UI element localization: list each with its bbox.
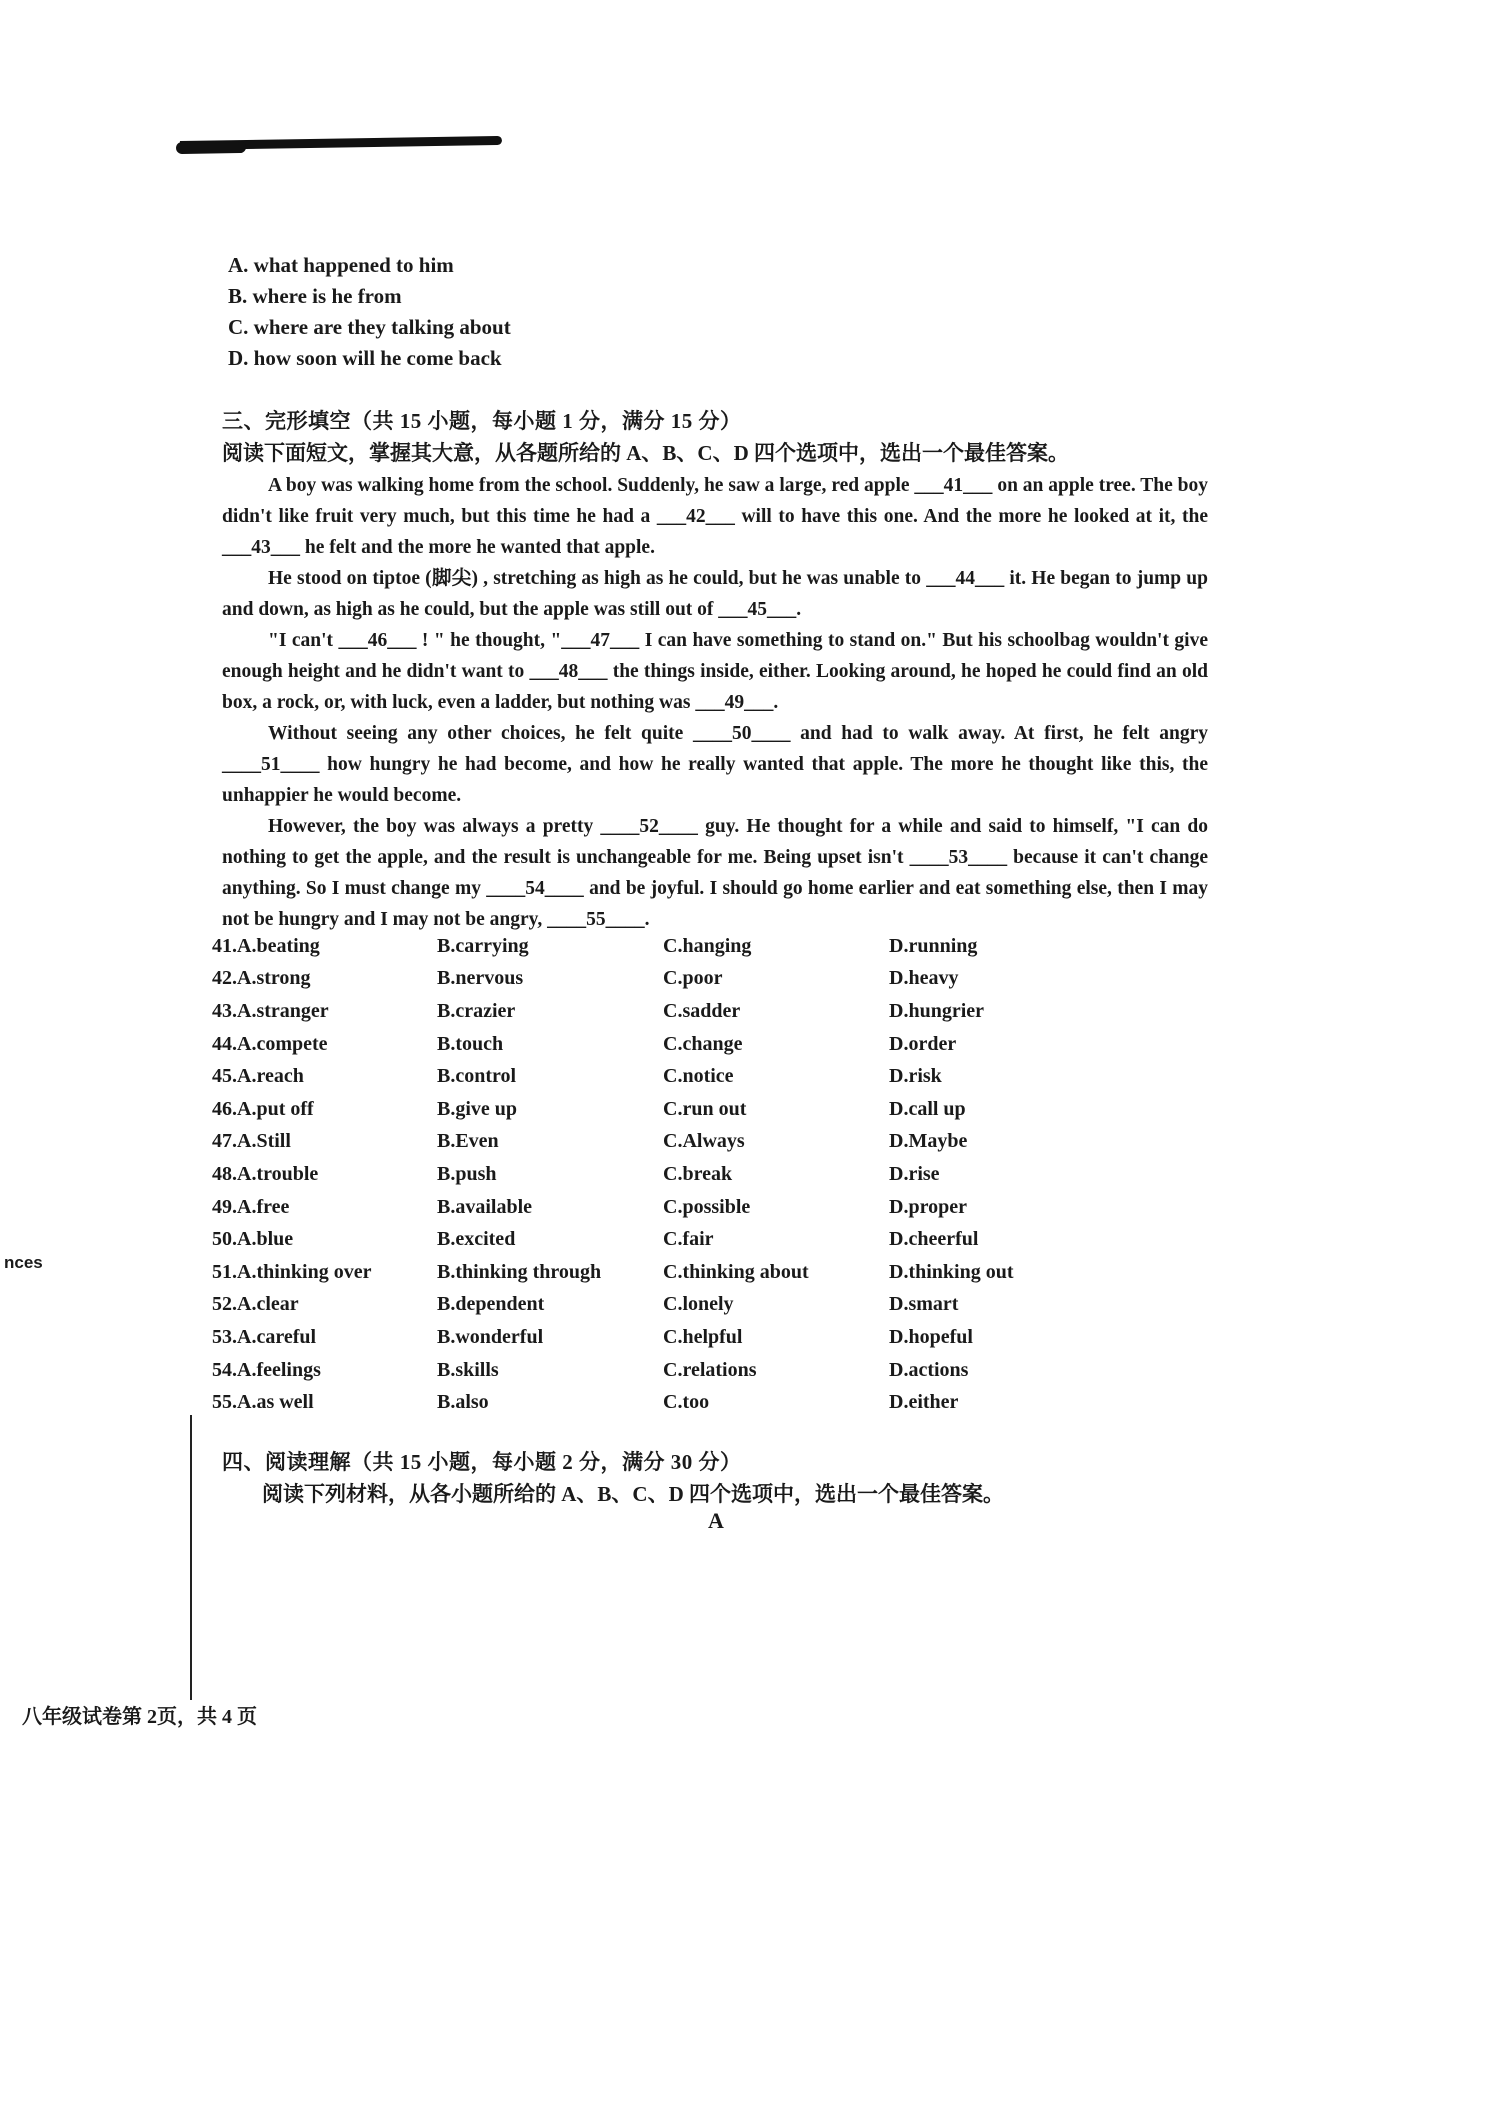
option-d: D.hopeful (889, 1325, 973, 1348)
option-c: C.Always (663, 1130, 745, 1153)
option-c: C.fair (663, 1228, 714, 1251)
question-row (212, 1321, 1112, 1354)
option-c: C.lonely (663, 1293, 734, 1316)
option-d: D.risk (889, 1065, 942, 1088)
option-a: 54.A.feelings (212, 1358, 321, 1381)
question-row (212, 1093, 1112, 1126)
margin-clipped-text: nces (4, 1253, 43, 1272)
option-c: C.hanging (663, 934, 752, 957)
option-d: D.cheerful (889, 1228, 979, 1251)
option-a: 42.A.strong (212, 967, 311, 990)
question-row (212, 930, 1112, 963)
option-a: 52.A.clear (212, 1293, 299, 1316)
option-b: B.dependent (437, 1293, 545, 1316)
question-row (212, 1191, 1112, 1224)
option-c: C.poor (663, 967, 723, 990)
cloze-passage (222, 470, 1208, 935)
option-c: C.relations (663, 1358, 757, 1381)
question-row (212, 1256, 1112, 1289)
option-a: 50.A.blue (212, 1228, 294, 1251)
prev-option-c: C. where are they talking about (228, 315, 511, 339)
option-d: D.order (889, 1032, 957, 1055)
question-row (212, 1386, 1112, 1419)
passage-paragraph-2: He stood on tiptoe (脚尖) , stretching as high as he could, but he was unable to ___44___ it. He began to jump up and down, as high as he could, but the apple was still out of ___45___. (222, 568, 1208, 620)
option-d: D.thinking out (889, 1260, 1014, 1283)
option-c: C.run out (663, 1097, 747, 1120)
option-a: 49.A.free (212, 1195, 290, 1218)
option-b: B.carrying (437, 934, 529, 957)
top-decorative-rule (180, 136, 502, 150)
option-b: B.push (437, 1162, 497, 1185)
option-b: B.excited (437, 1228, 516, 1251)
question-row (212, 1028, 1112, 1061)
option-a: 48.A.trouble (212, 1162, 319, 1185)
option-d: D.actions (889, 1358, 969, 1381)
option-a: 44.A.compete (212, 1032, 328, 1055)
passage-paragraph-3: "I can't ___46___ ! " he thought, "___47___ I can have something to stand on." But his schoolbag wouldn't give enough height and he didn't want to ___48___ the things inside, either. Looking around, he hoped he could find an old box, a rock, or, with luck, even a ladder, but nothing was ___49___. (222, 630, 1208, 713)
section-3-heading: 三、完形填空（共 15 小题，每小题 1 分，满分 15 分） (222, 409, 742, 433)
question-row (212, 1223, 1112, 1256)
option-c: C.sadder (663, 999, 741, 1022)
section-4-instruction: 阅读下列材料，从各小题所给的 A、B、C、D 四个选项中，选出一个最佳答案。 (262, 1482, 1005, 1506)
option-d: D.rise (889, 1162, 940, 1185)
section-4-heading: 四、阅读理解（共 15 小题，每小题 2 分，满分 30 分） (222, 1450, 742, 1474)
option-a: 45.A.reach (212, 1065, 304, 1088)
section-3-instruction: 阅读下面短文，掌握其大意，从各题所给的 A、B、C、D 四个选项中，选出一个最佳答案。 (222, 441, 1069, 465)
option-b: B.touch (437, 1032, 504, 1055)
option-d: D.Maybe (889, 1130, 968, 1153)
prev-option-d: D. how soon will he come back (228, 346, 502, 370)
question-row (212, 995, 1112, 1028)
option-b: B.skills (437, 1358, 499, 1381)
option-a: 53.A.careful (212, 1325, 317, 1348)
prev-option-a: A. what happened to him (228, 253, 454, 277)
reading-part-label: A (708, 1508, 724, 1533)
prev-option-b: B. where is he from (228, 284, 402, 308)
option-b: B.also (437, 1391, 489, 1414)
page-footer: 八年级试卷第 2页，共 4 页 (22, 1706, 257, 1728)
option-b: B.wonderful (437, 1325, 544, 1348)
option-b: B.thinking through (437, 1260, 602, 1283)
cloze-options-list (212, 930, 1112, 1419)
option-d: D.call up (889, 1097, 966, 1120)
option-c: C.helpful (663, 1325, 743, 1348)
passage-paragraph-1: A boy was walking home from the school. Suddenly, he saw a large, red apple ___41___ on an apple tree. The boy didn't like fruit very much, but this time he had a ___42___ will to have this one. And the more he looked at it, the ___43___ he felt and the more he wanted that apple. (222, 475, 1208, 558)
option-b: B.available (437, 1195, 533, 1218)
binding-margin-line (190, 1415, 192, 1700)
question-row (212, 1060, 1112, 1093)
option-a: 43.A.stranger (212, 999, 329, 1022)
option-c: C.possible (663, 1195, 751, 1218)
option-a: 47.A.Still (212, 1130, 291, 1153)
option-d: D.smart (889, 1293, 959, 1316)
option-b: B.Even (437, 1130, 499, 1153)
option-c: C.break (663, 1162, 733, 1185)
option-d: D.heavy (889, 967, 959, 990)
option-a: 51.A.thinking over (212, 1260, 372, 1283)
option-a: 46.A.put off (212, 1097, 314, 1120)
option-d: D.either (889, 1391, 959, 1414)
option-c: C.notice (663, 1065, 734, 1088)
option-c: C.too (663, 1391, 710, 1414)
question-row (212, 1126, 1112, 1159)
option-b: B.nervous (437, 967, 524, 990)
option-d: D.proper (889, 1195, 967, 1218)
question-row (212, 1354, 1112, 1387)
question-row (212, 963, 1112, 996)
previous-question-options (228, 250, 511, 374)
option-b: B.give up (437, 1097, 518, 1120)
option-a: 55.A.as well (212, 1391, 314, 1414)
question-row (212, 1289, 1112, 1322)
option-b: B.control (437, 1065, 517, 1088)
question-row (212, 1158, 1112, 1191)
passage-paragraph-4: Without seeing any other choices, he felt quite ____50____ and had to walk away. At first, he felt angry ____51____ how hungry he had become, and how he really wanted that apple. The more he thought like this, the unhappier he would become. (222, 723, 1208, 806)
option-d: D.running (889, 934, 978, 957)
passage-paragraph-5: However, the boy was always a pretty ____52____ guy. He thought for a while and said to himself, "I can do nothing to get the apple, and the result is unchangeable for me. Being upset isn't ____53____ because it can't change anything. So I must change my ____54____ and be joyful. I should go home earlier and eat something else, then I may not be hungry and I may not be angry, ____55____. (222, 816, 1208, 930)
option-a: 41.A.beating (212, 934, 320, 957)
option-d: D.hungrier (889, 999, 984, 1022)
option-b: B.crazier (437, 999, 516, 1022)
option-c: C.change (663, 1032, 743, 1055)
option-c: C.thinking about (663, 1260, 809, 1283)
